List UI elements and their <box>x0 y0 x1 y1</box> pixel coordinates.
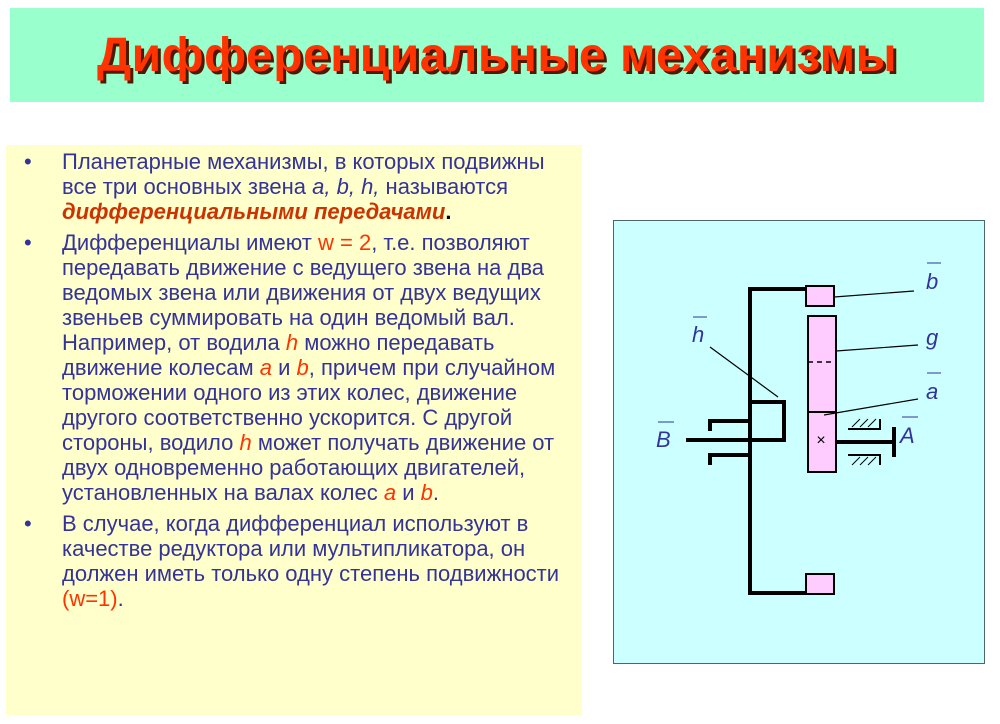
bearing-b-bottom <box>710 455 748 465</box>
bullet-list <box>20 149 576 617</box>
bullet-marker: • <box>24 230 32 255</box>
links-abh: a, b, h, <box>312 174 380 199</box>
link-b: b <box>296 355 309 380</box>
label-h: h <box>692 322 705 347</box>
carrier-link <box>750 402 784 441</box>
label-g: g <box>926 325 939 350</box>
satellite-g <box>808 316 836 412</box>
text-run: Планетарные механизмы, в которых подвижны все три основных звена <box>62 149 545 199</box>
shaft-b <box>686 421 786 465</box>
bullet-item-2 <box>20 230 576 505</box>
leader-h <box>710 347 778 397</box>
mechanism-schematic <box>614 221 986 665</box>
bullet-marker: • <box>24 149 32 174</box>
link-h: h <box>285 330 299 355</box>
bullet-item-3 <box>20 511 576 611</box>
differential-diagram <box>613 220 985 664</box>
center-mark: × <box>816 432 826 449</box>
title-bar <box>10 8 984 102</box>
text-run: . <box>432 480 439 505</box>
term-differential-gears: дифференциальными передачами <box>62 199 446 224</box>
link-a: a <box>383 480 397 505</box>
text-run: и <box>271 355 297 380</box>
gear-b-bottom <box>806 574 834 594</box>
text-run: Дифференциалы имеют <box>62 230 318 255</box>
text-run: называются <box>379 174 509 199</box>
bullet-marker: • <box>24 511 32 536</box>
label-b: b <box>926 269 939 294</box>
label-A: A <box>900 423 915 448</box>
text-run: , т.е. позволяют передавать движение с ведущего звена на два ведомых звена или движения от двух ведущих звеньев суммировать на один ведомый вал. Например, от водила <box>62 230 544 355</box>
link-h: h <box>239 430 252 455</box>
shaft-a <box>836 419 896 465</box>
text-run: В случае, когда дифференциал используют в качестве редуктора или мультипликатора, он должен иметь только одну степень подвижности <box>62 511 560 586</box>
leader-a <box>824 399 918 415</box>
label-B: B <box>656 427 671 452</box>
dof-value: w = 2 <box>318 230 372 255</box>
label-a: a <box>926 379 939 404</box>
bullet-item-1 <box>20 149 576 224</box>
text-run: может получать движение от двух одновременно работающих двигателей, установленных на валах колес <box>62 430 555 505</box>
text-run: . <box>445 199 452 224</box>
bearing-b-top <box>710 421 748 431</box>
text-run: . <box>117 586 124 611</box>
leader-b <box>834 291 914 297</box>
leader-g <box>836 345 918 351</box>
text-run: и <box>396 480 421 505</box>
text-run: , причем при случайном торможении одного из этих колес, движение другого соответственно ускорится. С другой стороны, водило <box>62 355 556 455</box>
dof-value: (w=1) <box>62 586 118 611</box>
link-b: b <box>420 480 433 505</box>
text-run: можно передавать движение колесам <box>62 330 495 380</box>
link-a: a <box>259 355 272 380</box>
page-title: Дифференциальные механизмы <box>96 28 898 82</box>
text-panel <box>6 145 582 715</box>
gear-b-top <box>806 286 834 306</box>
